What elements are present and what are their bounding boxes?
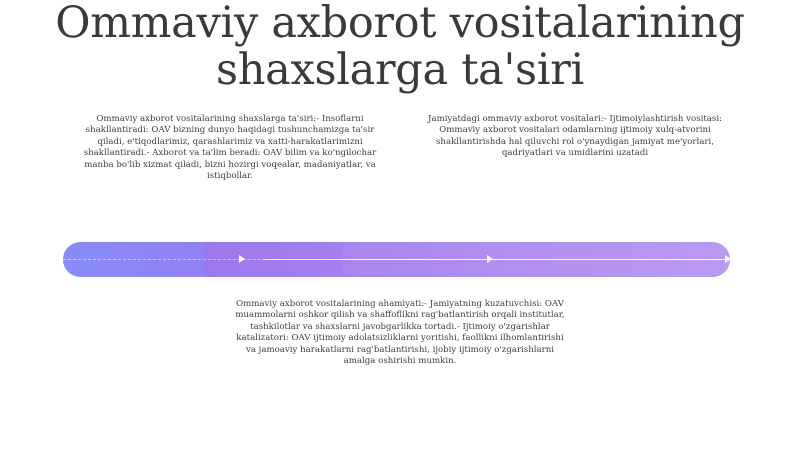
timeline-solid-line (263, 259, 730, 261)
arrow-right-icon (239, 255, 245, 263)
page-title-line-1: Ommaviy axborot vositalarining (55, 0, 745, 48)
page-title (0, 0, 800, 94)
arrow-right-icon (725, 255, 730, 263)
section-text-importance: Ommaviy axborot vositalarining ahamiyati:- Jamiyatning kuzatuvchisi: OAV muammolarni oshkor qilish va shaffoflikni rag'batlantirish orqali institutlar, tashkilotlar va shaxslarni javobgarlikka tortadi.- Ijtimoiy o'zgarishlar katalizatori: OAV ijtimoiy adolatsizliklarni yoritishi, faollikni ilhomlantirishi va jamoaviy harakatlarni rag'batlantirishi, ijobiy ijtimoiy o'zgarishlarni amalga oshirishi mumkin. (235, 299, 565, 367)
page-title-line-2: shaxslarga ta'siri (216, 45, 584, 95)
timeline-bar (63, 242, 730, 277)
section-text-society: Jamiyatdagi ommaviy axborot vositalari:- Ijtimoiylashtirish vositasi: Ommaviy axborot vositalari odamlarning ijtimoiy xulq-atvorini shakllantirishda hal qiluvchi rol o'ynaydigan jamiyat me'yorlari, qadriyatlari va umidlarini uzatadi (428, 114, 722, 159)
section-text-influence: Ommaviy axborot vositalarining shaxslarga ta'siri:- Insoflarni shakllantiradi: OAV bizning dunyo haqidagi tushunchamizga ta'sir qiladi, e'tiqodlarimiz, qarashlarimiz va xatti-harakatlarimizni shakllantiradi.- Axborot va ta'lim beradi: OAV bilim va ko'ngilochar manba bo'lib xizmat qiladi, bizni hozirgi voqealar, madaniyatlar, va istiqbollar. (83, 114, 377, 182)
arrow-right-icon (487, 255, 493, 263)
